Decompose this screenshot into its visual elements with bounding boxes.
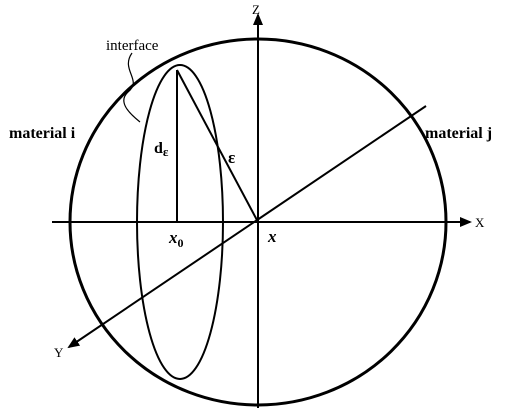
epsilon-segment: [177, 70, 258, 222]
x-axis-label: X: [475, 215, 485, 230]
z-axis-label: Z: [252, 2, 260, 17]
epsilon-label: ε: [228, 148, 236, 167]
material-j-label: material j: [425, 125, 493, 142]
material-i-label: material i: [9, 125, 76, 142]
interface-label: interface: [106, 38, 159, 54]
y-axis: [69, 106, 426, 347]
d-epsilon-label: dε: [154, 140, 169, 159]
x0-label: $x_0$: [169, 228, 184, 250]
x-label: x: [268, 227, 277, 246]
y-axis-label: Y: [54, 345, 64, 360]
interface-leader: [124, 53, 140, 122]
